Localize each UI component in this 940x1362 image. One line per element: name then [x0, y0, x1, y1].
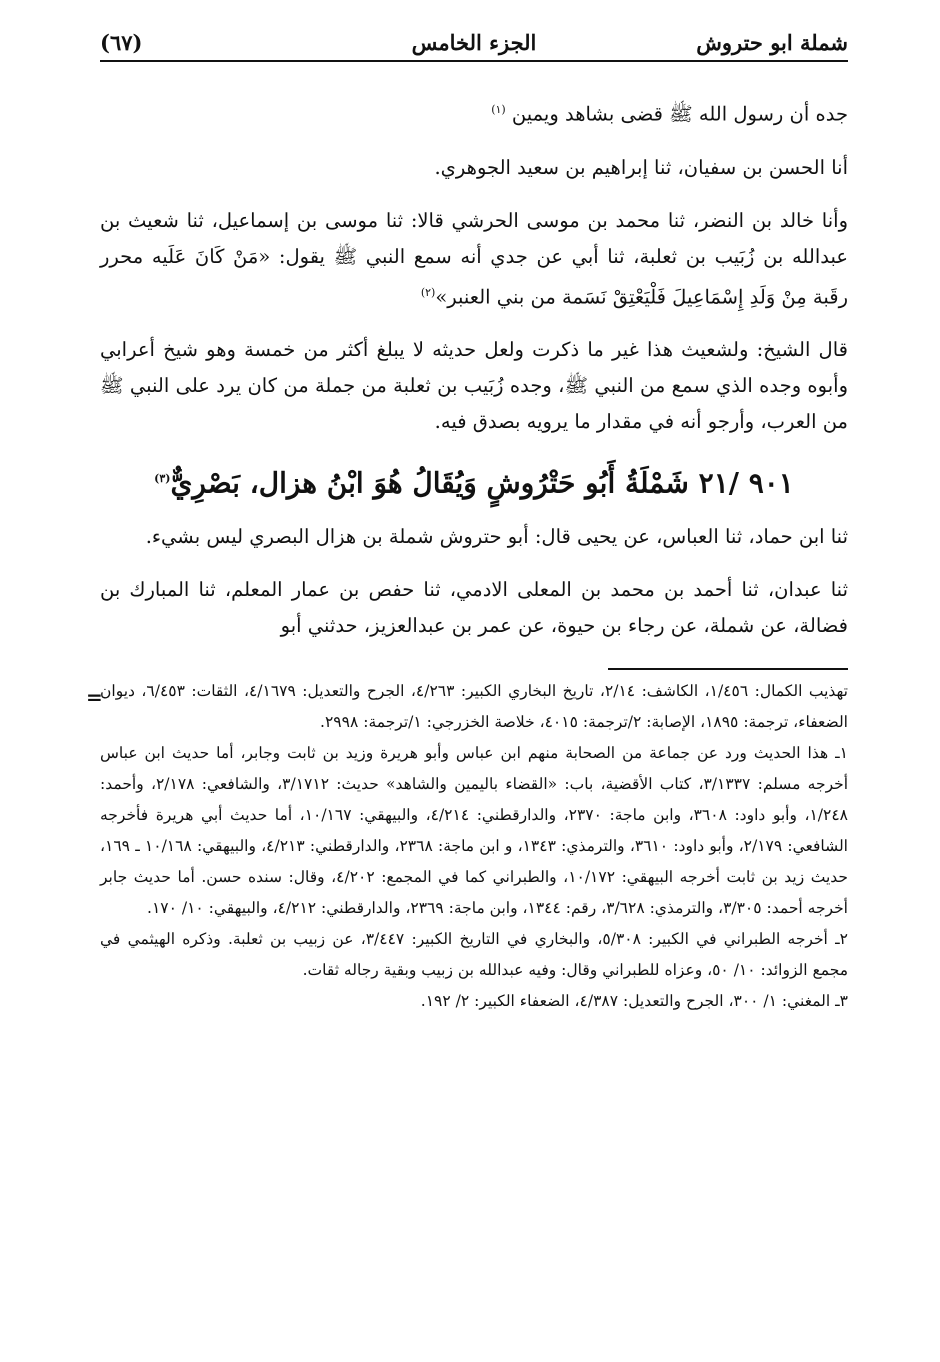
footnote-separator-area [100, 668, 848, 670]
entry-heading [100, 457, 848, 505]
continuation-mark: = [86, 685, 103, 710]
paragraph: أنا الحسن بن سفيان، ثنا إبراهيم بن سعيد الجوهري. [434, 155, 848, 179]
paragraph [100, 92, 848, 133]
header-book-title: شملة ابو حتروش [696, 30, 848, 55]
footnote-separator [608, 668, 848, 670]
page-number: (٦٧) [100, 30, 143, 55]
footnote-ref: (٣) [154, 472, 171, 485]
footnote: ١ـ هذا الحديث ورد عن جماعة من الصحابة منهم ابن عباس وأبو هريرة وزيد بن ثابت وجابر، أما حديث ابن عباس أخرجه مسلم: ٣/١٣٣٧، كتاب الأقضية، باب: «القضاء باليمين والشاهد» حديث: ٣/١٧١٢، والشافعي: ٢/١٧٨، وأحمد: ١/٢٤٨، وأبو داود: ٣٦٠٨، وابن ماجة: ٢٣٧٠، والدارقطني: ٤/٢١٤، والبيهقي: ١٠/١٦٧، أما حديث أبي هريرة فأخرجه الشافعي: ٢/١٧٩، وأبو داود: ٣٦١٠، والترمذي: ١٣٤٣، و ابن ماجة: ٢٣٦٨، والدارقطني: ٤/٢١٣، والبيهقي: ١٠/١٦٨ ـ ١٦٩، حديث زيد بن ثابت أخرجه البيهقي: ١٠/١٧٢، والطبراني كما في المجمع: ٤/٢٠٢، وقال: سنده حسن. أما حديث جابر أخرجه أحمد: ٣/٣٠٥، والترمذي: ٣/٦٢٨، رقم: ١٣٤٤، وابن ماجة: ٢٣٦٩، والدارقطني: ٤/٢١٢، والبيهقي: ١٠/ ١٧٠. [100, 744, 849, 918]
header-volume: الجزء الخامس [411, 30, 537, 55]
running-header [100, 26, 848, 62]
paragraph: قال الشيخ: ولشعيث هذا غير ما ذكرت ولعل حديثه لا يبلغ أكثر من خمسة وهو شيخ أعرابي وأبوه وجده الذي سمع من النبي ﷺ، وجده زُبَيب بن ثعلبة من جملة من كان يرد على النبي ﷺ من العرب، وأرجو أنه في مقدار ما يرويه بصدق فيه. [100, 338, 848, 433]
paragraph: ثنا ابن حماد، ثنا العباس، عن يحيى قال: أبو حتروش شملة بن هزال البصري ليس بشيء. [145, 525, 848, 549]
main-text [100, 92, 848, 644]
footnote-ref: (٢) [420, 285, 436, 299]
footnotes [86, 676, 849, 1017]
footnote: ٢ـ أخرجه الطبراني في الكبير: ٥/٣٠٨، والبخاري في التاريخ الكبير: ٣/٤٤٧، عن زبيب بن ثعلبة. وذكره الهيثمي في مجمع الزوائد: ١٠/ ٥٠، وعزاه للطبراني وقال: وفيه عبدالله بن زبيب وبقية رجاله ثقات. [100, 930, 848, 980]
footnote: تهذيب الكمال: ١/٤٥٦، الكاشف: ٢/١٤، تاريخ البخاري الكبير: ٤/٢٦٣، الجرح والتعديل: ٤/١٦٧٩، الثقات: ٦/٤٥٣، ديوان الضعفاء، ترجمة: ١٨٩٥، الإصابة: ٢/ترجمة: ٤٠١٥، خلاصة الخزرجي: ١/ترجمة: ٢٩٩٨. [100, 682, 848, 732]
entry-heading-text: ٩٠١ /٢١ شَمْلَةُ أَبُو حَتْرُوشٍ وَيُقَالُ هُوَ ابْنُ هزال، بَصْرِيٌّ [170, 466, 794, 500]
footnote-ref: (١) [491, 103, 506, 116]
footnote: ٣ـ المغني: ١/ ٣٠٠، الجرح والتعديل: ٤/٣٨٧، الضعفاء الكبير: ٢/ ١٩٢. [420, 992, 848, 1011]
paragraph-text: وأنا خالد بن النضر، ثنا محمد بن موسى الحرشي قالا: ثنا موسى بن إسماعيل، ثنا شعيث بن عبدالله بن زُبَيب بن ثعلبة، ثنا أبي عن جدي أنه سمع النبي ﷺ يقول: «مَنْ كَانَ عَلَيه محرر رقَبة مِنْ وَلَدِ إِسْمَاعِيلَ فَلْيَعْتِقْ نَسَمة من بني العنبر» [100, 208, 848, 308]
paragraph: ثنا عبدان، ثنا أحمد بن محمد بن المعلى الادمي، ثنا حفص بن عمار المعلم، ثنا المبارك بن فضالة، عن شملة، عن رجاء بن حيوة، عن عمر بن عبدالعزيز، حدثني أبو [100, 578, 848, 638]
paragraph [100, 203, 848, 316]
paragraph-text: جده أن رسول الله ﷺ قضى بشاهد ويمين [511, 102, 848, 126]
